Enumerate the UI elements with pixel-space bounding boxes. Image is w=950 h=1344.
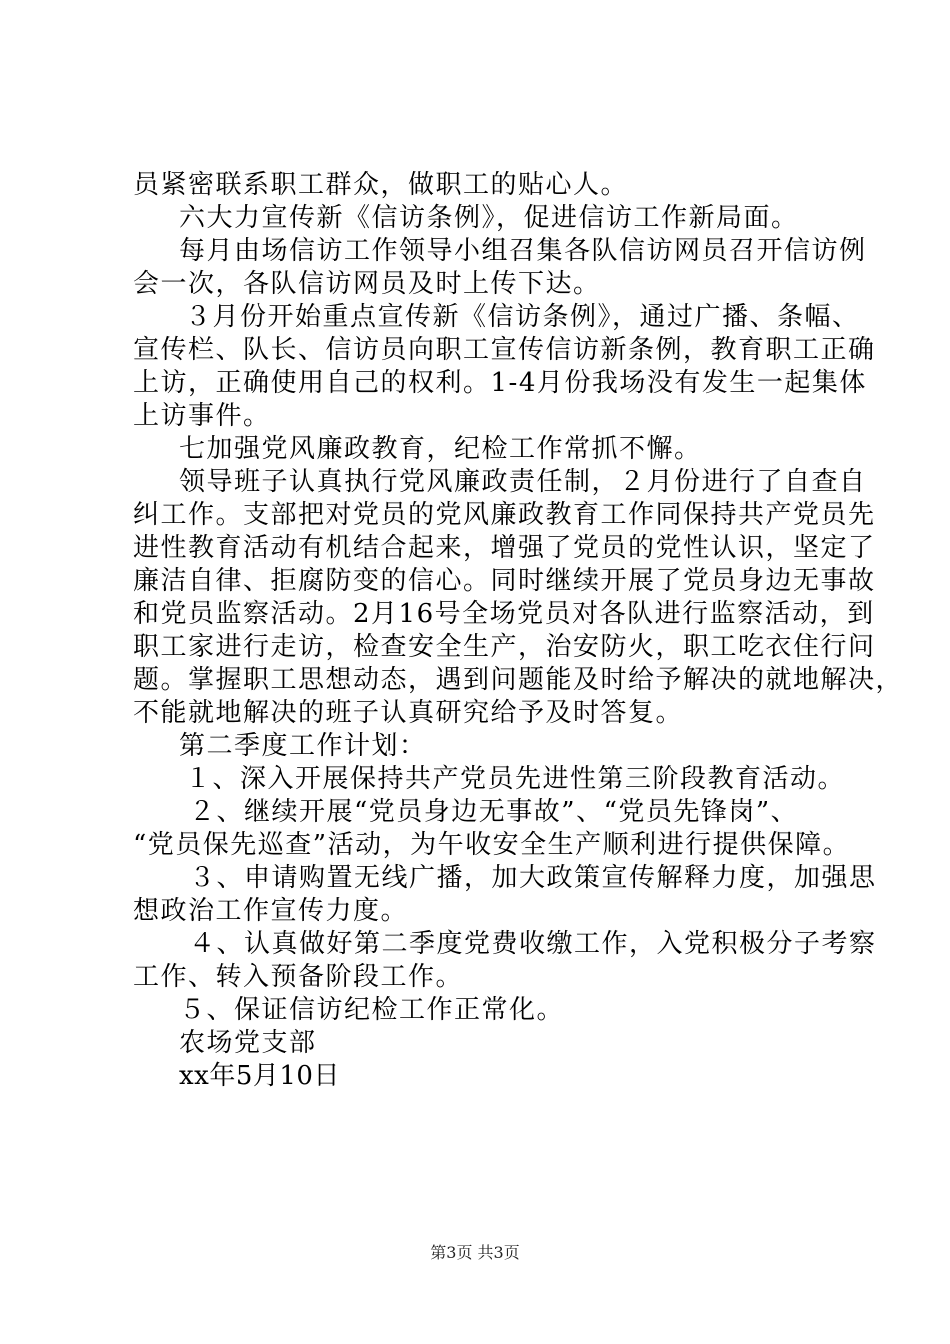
text-line: 六大力宣传新《信访条例》，促进信访工作新局面。 (179, 203, 799, 233)
text-line: 工作、转入预备阶段工作。 (133, 962, 464, 992)
section-heading: 第二季度工作计划： (179, 731, 427, 761)
text-line: 纠工作。支部把对党员的党风廉政教育工作同保持共产党员先 (133, 500, 876, 530)
text-line: 题。掌握职工思想动态，遇到问题能及时给予解决的就地解决， (133, 665, 904, 695)
text-line: 宣传栏、队长、信访员向职工宣传信访新条例，教育职工正确 (133, 335, 876, 365)
signature-date: xx年5月10日 (179, 1061, 340, 1091)
plan-item: ２、继续开展“党员身边无事故”、“党员先锋岗”、 (189, 797, 799, 827)
text-line: 上访，正确使用自己的权利。1-4月份我场没有发生一起集体 (133, 368, 867, 398)
page-footer: 第3页 共3页 (430, 1243, 520, 1262)
text-line: 每月由场信访工作领导小组召集各队信访网员召开信访例 (179, 236, 867, 266)
plan-item: ３、申请购置无线广播，加大政策宣传解释力度，加强思 (189, 863, 877, 893)
plan-item: ４、认真做好第二季度党费收缴工作，入党积极分子考察 (189, 929, 877, 959)
text-line: 员紧密联系职工群众，做职工的贴心人。 (133, 170, 629, 200)
text-line: 会一次，各队信访网员及时上传下达。 (133, 269, 601, 299)
text-line: 七加强党风廉政教育，纪检工作常抓不懈。 (179, 434, 702, 464)
text-line: ３月份开始重点宣传新《信访条例》，通过广播、条幅、 (185, 302, 860, 332)
signature-org: 农场党支部 (179, 1028, 317, 1058)
text-line: 领导班子认真执行党风廉政责任制，２月份进行了自查自 (179, 467, 867, 497)
plan-item: １、深入开展保持共产党员先进性第三阶段教育活动。 (185, 764, 846, 794)
text-line: 进性教育活动有机结合起来，增强了党员的党性认识，坚定了 (133, 533, 876, 563)
text-line: “党员保先巡查”活动，为午收安全生产顺利进行提供保障。 (133, 830, 851, 860)
text-line: 上访事件。 (133, 401, 271, 431)
text-line: 和党员监察活动。2月16号全场党员对各队进行监察活动，到 (133, 599, 875, 629)
document-body (133, 169, 904, 1093)
text-line: 廉洁自律、拒腐防变的信心。同时继续开展了党员身边无事故 (133, 566, 876, 596)
text-line: 想政治工作宣传力度。 (133, 896, 409, 926)
text-line: 职工家进行走访，检查安全生产，治安防火，职工吃衣住行问 (133, 632, 876, 662)
plan-item: ５、保证信访纪检工作正常化。 (179, 995, 565, 1025)
text-line: 不能就地解决的班子认真研究给予及时答复。 (133, 698, 684, 728)
